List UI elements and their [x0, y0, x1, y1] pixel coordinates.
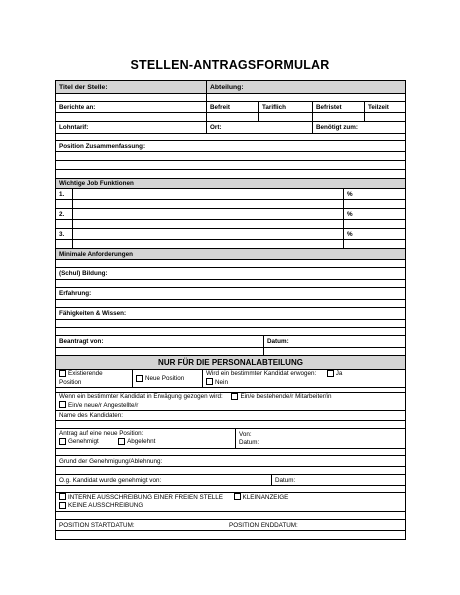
yes-label: Ja [335, 370, 343, 378]
reason-row [55, 456, 406, 467]
candidate-type-row [55, 393, 406, 411]
request-date-field[interactable] [263, 336, 405, 347]
existing-label: Existierende [68, 370, 103, 378]
function-description[interactable] [72, 229, 343, 239]
needed-by-label: Benötigt zum: [316, 124, 358, 131]
checkbox-icon[interactable] [231, 393, 238, 400]
spacer-row [55, 134, 406, 141]
function-line[interactable] [55, 240, 406, 249]
approved-date-field[interactable] [271, 475, 405, 485]
job-title-row [55, 80, 406, 94]
internal-posting-label: INTERNE AUSSCHREIBUNG EINER FREIEN STELLE [68, 494, 224, 501]
skills-field[interactable] [56, 308, 405, 319]
summary-line[interactable] [55, 152, 406, 161]
rejected-label: Abgelehnt [127, 438, 156, 446]
spacer-row [55, 512, 406, 520]
functions-heading-label: Wichtige Job Funktionen [59, 180, 134, 187]
wage-label: Lohntarif: [59, 124, 89, 131]
reports-to-entry-row[interactable] [55, 113, 406, 122]
requested-by-row [55, 336, 406, 348]
checkbox-icon[interactable] [327, 370, 334, 377]
location-label: Ort: [210, 124, 222, 131]
function-percent[interactable]: % [343, 209, 405, 219]
no-posting-label: KEINE AUSSCHREIBUNG [68, 502, 144, 510]
requested-by-field[interactable] [56, 336, 263, 347]
skills-line[interactable] [55, 328, 406, 336]
checkbox-icon[interactable] [206, 378, 213, 385]
spacer-row [55, 94, 406, 102]
hr-heading: NUR FÜR DIE PERSONALABTEILUNG [158, 358, 303, 367]
requirements-heading-label: Minimale Anforderungen [59, 250, 133, 258]
requested-by-label: Beantragt von: [59, 338, 104, 345]
end-date-field[interactable] [226, 520, 405, 530]
new-position-request-row [55, 429, 406, 449]
position-dates-row [55, 520, 406, 531]
checkbox-icon[interactable] [59, 502, 66, 509]
from-label: Von: [239, 430, 252, 438]
spacer-row [55, 348, 406, 356]
existing-employee-label: Ein/e bestehende/r Mitarbeiter/in [240, 393, 332, 401]
request-date-label: Datum: [267, 338, 289, 345]
spacer-row [55, 449, 406, 456]
wage-field[interactable] [56, 122, 206, 133]
new-employee-label: Ein/e neue/r Angestellte/r [68, 401, 139, 409]
checkbox-icon[interactable] [136, 375, 143, 382]
candidate-type-field [56, 393, 405, 410]
part-time-option[interactable] [364, 102, 405, 112]
approved-by-field[interactable] [56, 475, 271, 485]
checkbox-icon[interactable] [59, 438, 66, 445]
candidate-name-label: Name des Kandidaten: [59, 412, 124, 419]
checkbox-icon[interactable] [59, 493, 66, 500]
summary-line[interactable] [55, 170, 406, 179]
spacer-row [55, 486, 406, 493]
fixed-term-option[interactable] [312, 102, 364, 112]
summary-line[interactable] [55, 161, 406, 170]
function-description[interactable] [72, 209, 343, 219]
checkbox-icon[interactable] [59, 370, 66, 377]
education-field[interactable] [56, 268, 405, 279]
experience-field[interactable] [56, 288, 405, 299]
education-line[interactable] [55, 280, 406, 288]
new-position-request-field [56, 429, 235, 448]
function-number: 1. [59, 190, 65, 198]
location-field[interactable] [206, 122, 312, 133]
spacer-row [55, 531, 406, 540]
requirements-line[interactable] [55, 260, 406, 268]
reports-to-field[interactable] [56, 102, 206, 112]
checkbox-icon[interactable] [59, 401, 66, 408]
function-item [55, 229, 406, 240]
department-field[interactable] [206, 81, 405, 93]
start-date-label: POSITION STARTDATUM: [59, 521, 135, 529]
date-label: Datum: [239, 438, 260, 446]
new-position-request-label: Antrag auf eine neue Position: [59, 430, 144, 438]
approved-by-label: O.g. Kandidat wurde genehmigt von: [59, 476, 162, 484]
exempt-label: Befreit [210, 103, 230, 111]
wage-row [55, 122, 406, 134]
summary-row [55, 141, 406, 152]
spacer-row [55, 421, 406, 429]
new-position-label: Neue Position [145, 375, 185, 382]
reports-to-label: Berichte an: [59, 103, 96, 111]
function-item [55, 209, 406, 220]
new-position-option[interactable] [132, 370, 202, 387]
end-date-label: POSITION ENDDATUM: [229, 521, 298, 529]
exempt-option[interactable] [206, 102, 258, 112]
checkbox-icon[interactable] [234, 493, 241, 500]
job-request-form [55, 80, 406, 540]
functions-heading [56, 179, 405, 188]
posting-options [56, 493, 405, 511]
tariff-label: Tariflich [262, 103, 287, 111]
approved-date-label: Datum: [275, 476, 296, 484]
requirements-heading-row [55, 249, 406, 260]
job-title-label: Titel der Stelle: [59, 83, 108, 91]
candidate-name-row [55, 411, 406, 421]
function-line[interactable] [55, 220, 406, 229]
reports-to-row [55, 102, 406, 113]
skills-row [55, 308, 406, 320]
skills-label: Fähigkeiten & Wissen: [59, 310, 127, 317]
experience-label: Erfahrung: [59, 290, 92, 297]
if-candidate-label: Wenn ein bestimmter Kandidat in Erwägung gezogen wird: [59, 393, 223, 401]
existing-position-option[interactable] [56, 370, 132, 387]
job-title-field[interactable] [56, 81, 206, 93]
spacer-row [55, 467, 406, 475]
part-time-label: Teilzeit [368, 103, 389, 111]
no-label: Nein [215, 378, 228, 386]
checkbox-icon[interactable] [118, 438, 125, 445]
small-ad-label: KLEINANZEIGE [242, 494, 289, 501]
reason-label: Grund der Genehmigung/Ablehnung: [59, 457, 163, 465]
requirements-heading [56, 249, 405, 259]
function-number: 2. [59, 210, 65, 218]
function-number: 3. [59, 230, 65, 238]
candidate-question [202, 370, 405, 387]
function-item [55, 189, 406, 200]
posting-row [55, 493, 406, 512]
from-date-field[interactable] [235, 429, 405, 448]
position-type-row [55, 370, 406, 388]
function-description[interactable] [72, 189, 343, 199]
education-label: (Schul) Bildung: [59, 270, 108, 277]
position-label: Position [59, 378, 82, 386]
summary-field[interactable] [56, 141, 405, 151]
function-percent[interactable]: % [343, 229, 405, 239]
approved-label: Genehmigt [68, 438, 99, 446]
tariff-option[interactable] [258, 102, 312, 112]
experience-line[interactable] [55, 300, 406, 308]
department-label: Abteilung: [210, 83, 244, 91]
reason-field[interactable] [56, 456, 405, 466]
functions-heading-row [55, 179, 406, 189]
education-row [55, 268, 406, 280]
function-line[interactable] [55, 200, 406, 209]
start-date-field[interactable] [56, 520, 226, 530]
form-title: STELLEN-ANTRAGSFORMULAR [130, 58, 330, 72]
skills-line[interactable] [55, 320, 406, 328]
summary-label: Position Zusammenfassung: [59, 142, 146, 150]
candidate-name-field[interactable] [56, 411, 405, 420]
needed-by-field[interactable] [312, 122, 405, 133]
fixed-term-label: Befristet [316, 103, 342, 111]
experience-row [55, 288, 406, 300]
function-percent[interactable]: % [343, 189, 405, 199]
candidate-question-label: Wird ein bestimmter Kandidat erwogen: [206, 370, 317, 378]
approved-by-row [55, 475, 406, 486]
hr-heading-row [55, 356, 406, 370]
